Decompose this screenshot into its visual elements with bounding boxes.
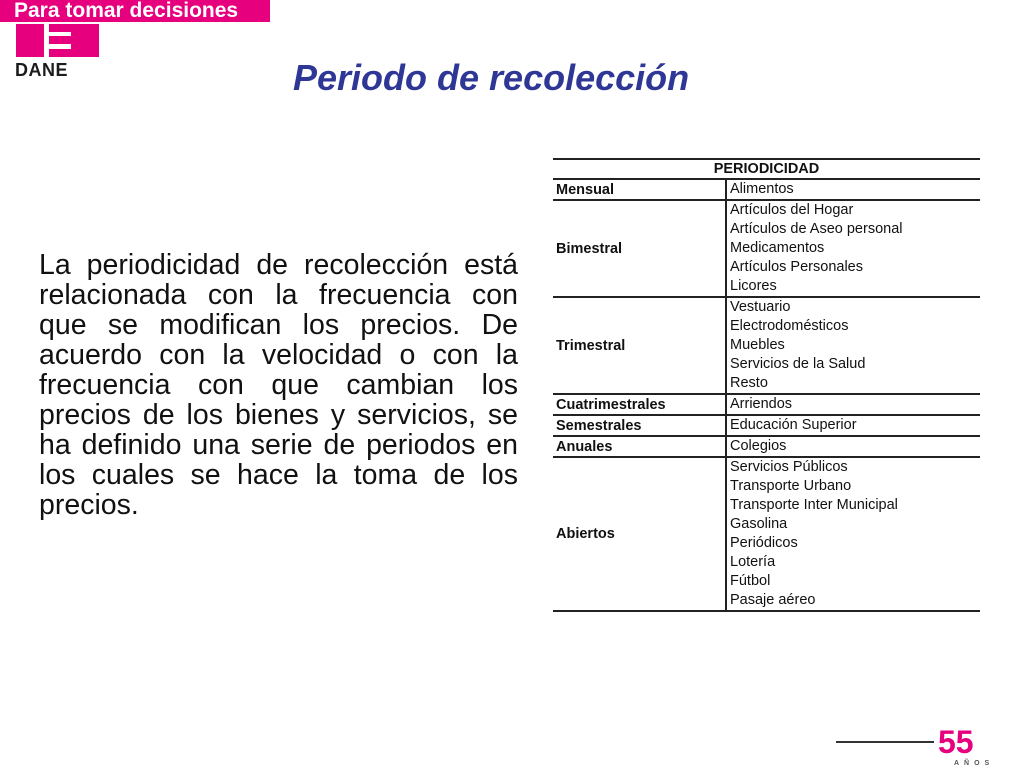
row-category: Cuatrimestrales — [553, 394, 726, 415]
row-items — [726, 457, 980, 611]
item-label: Muebles — [730, 337, 785, 353]
table-row — [553, 415, 980, 436]
footer-divider — [836, 741, 934, 743]
item-label: Licores — [730, 278, 777, 294]
row-category: Trimestral — [553, 297, 726, 394]
item-label: Electrodomésticos — [730, 318, 849, 334]
item-label: Fútbol — [730, 573, 771, 589]
table-row — [553, 436, 980, 457]
banner-text: Para tomar decisiones — [14, 0, 239, 22]
item-label: Artículos de Aseo personal — [730, 221, 903, 237]
item-label: Artículos del Hogar — [730, 202, 854, 218]
item-label: Vestuario — [730, 299, 791, 315]
row-category: Bimestral — [553, 200, 726, 297]
item-label: Artículos Personales — [730, 259, 863, 275]
item-label: Educación Superior — [730, 417, 857, 433]
item-label: Pasaje aéreo — [730, 592, 816, 608]
row-items — [726, 436, 980, 457]
table-row — [553, 457, 980, 611]
item-label: Transporte Inter Municipal — [730, 497, 898, 513]
item-label: Medicamentos — [730, 240, 825, 256]
item-label: Alimentos — [730, 181, 794, 197]
anniversary-number: 55 — [938, 727, 974, 760]
periodicity-table — [553, 158, 980, 612]
row-category: Mensual — [553, 179, 726, 200]
row-items — [726, 200, 980, 297]
item-label: Lotería — [730, 554, 776, 570]
item-label: Arriendos — [730, 396, 793, 412]
anniversary-logo — [938, 727, 1004, 767]
item-label: Gasolina — [730, 516, 788, 532]
table-row — [553, 394, 980, 415]
table-row — [553, 200, 980, 297]
item-label: Periódicos — [730, 535, 798, 551]
row-category: Anuales — [553, 436, 726, 457]
item-label: Colegios — [730, 438, 787, 454]
header-banner — [0, 0, 270, 22]
row-items — [726, 415, 980, 436]
row-category: Semestrales — [553, 415, 726, 436]
page-title: Periodo de recolección — [293, 57, 690, 98]
anniversary-word: AÑOS — [954, 760, 995, 767]
item-label: Servicios de la Salud — [730, 356, 866, 372]
table-header: PERIODICIDAD — [553, 159, 980, 179]
item-label: Servicios Públicos — [730, 459, 848, 475]
item-label: Resto — [730, 375, 768, 391]
body-paragraph: La periodicidad de recolección está relacionada con la frecuencia con que se modifican los precios. De acuerdo con la velocidad o con la frecuencia con que cambian los precios de los bienes y servicios, se ha definido una serie de periodos en los cuales se hace la toma de los precios. — [39, 249, 518, 521]
row-items — [726, 179, 980, 200]
table-row — [553, 297, 980, 394]
logo-wordmark: DANE — [15, 60, 69, 80]
item-label: Transporte Urbano — [730, 478, 852, 494]
table-row — [553, 179, 980, 200]
row-items — [726, 394, 980, 415]
row-category: Abiertos — [553, 457, 726, 611]
row-items — [726, 297, 980, 394]
